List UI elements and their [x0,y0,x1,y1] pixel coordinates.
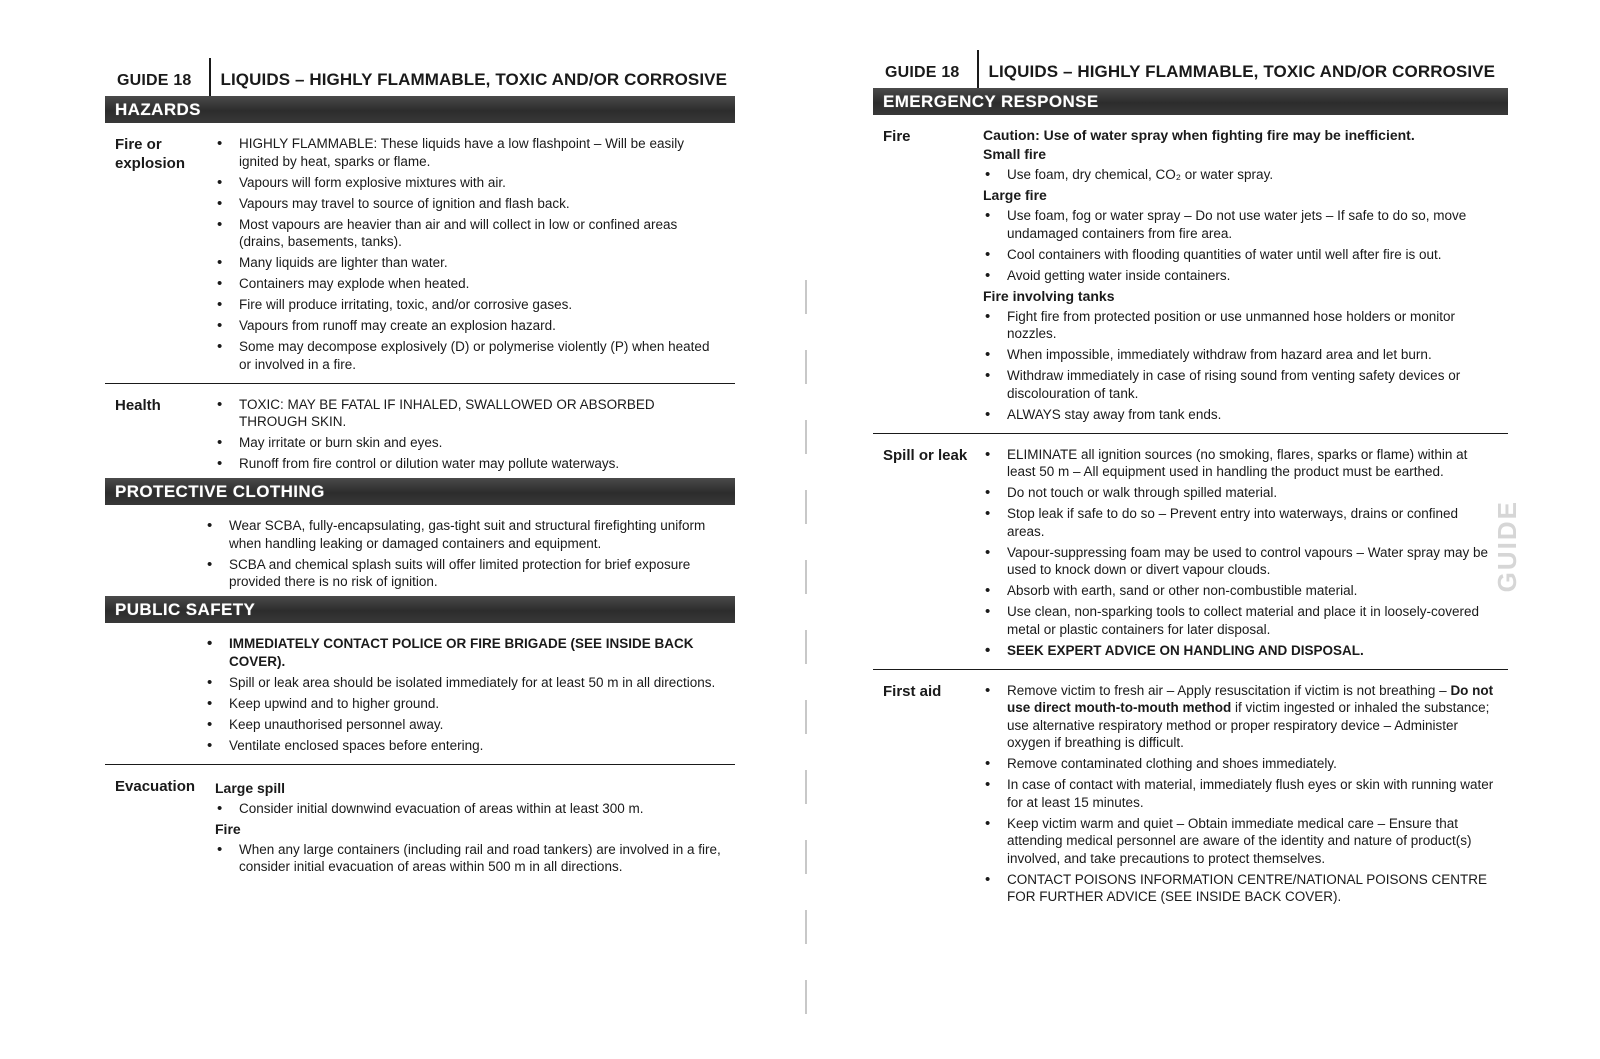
list-item: • HIGHLY FLAMMABLE: These liquids have a low flashpoint – Will be easily ignited by heat, sparks or flame. [215,135,725,170]
list-item: • Keep upwind and to higher ground. [205,695,725,713]
caution-note: Caution: Use of water spray when fighting fire may be inefficient. [983,127,1415,143]
list-item [983,682,1498,752]
list-item: • Keep victim warm and quiet – Obtain immediate medical care – Ensure that attending medical personnel are aware of the identity and nature of product(s) involved, and take precautions to protect themselves. [983,815,1498,868]
list-item: • In case of contact with material, immediately flush eyes or skin with running water for at least 15 minutes. [983,776,1498,811]
list-item: • Vapours may travel to source of ignition and flash back. [215,195,725,213]
list-item: • Keep unauthorised personnel away. [205,716,725,734]
list-item: • Avoid getting water inside containers. [983,267,1498,285]
list-item: • Withdraw immediately in case of rising sound from venting safety devices or discolouration of tank. [983,367,1498,402]
spine-mark [805,630,807,664]
list-item: • IMMEDIATELY CONTACT POLICE OR FIRE BRIGADE (SEE INSIDE BACK COVER). [205,635,725,670]
spine-mark [805,350,807,384]
list-item: • Containers may explode when heated. [215,275,725,293]
list-item: • Stop leak if safe to do so – Prevent entry into waterways, drains or confined areas. [983,505,1498,540]
list-item: • Consider initial downwind evacuation of areas within at least 300 m. [215,800,725,818]
guide-title: LIQUIDS – HIGHLY FLAMMABLE, TOXIC AND/OR CORROSIVE [220,70,728,89]
list-item: • Many liquids are lighter than water. [215,254,725,272]
list-item: • Do not touch or walk through spilled material. [983,484,1498,502]
large-fire-list [983,207,1498,284]
list-item: • Remove contaminated clothing and shoes immediately. [983,755,1498,773]
list-item: • When impossible, immediately withdraw from hazard area and let burn. [983,346,1498,364]
spine-mark [805,910,807,944]
health-label: Health [115,396,161,414]
list-item: • Vapour-suppressing foam may be used to control vapours – Water spray may be used to knock down or divert vapour clouds. [983,544,1498,579]
list-item: • Vapours from runoff may create an explosion hazard. [215,317,725,335]
list-item: • Fight fire from protected position or use unmanned hose holders or monitor nozzles. [983,308,1498,343]
first-aid-label: First aid [883,682,942,700]
list-item: • CONTACT POISONS INFORMATION CENTRE/NATIONAL POISONS CENTRE FOR FURTHER ADVICE (SEE INSIDE BACK COVER). [983,871,1498,906]
list-item: • When any large containers (including rail and road tankers) are involved in a fire, consider initial evacuation of areas within 500 m in all directions. [215,841,725,876]
right-page [873,50,1508,915]
health-section [105,384,735,479]
protective-clothing-bar: PROTECTIVE CLOTHING [105,478,735,505]
fire-explosion-section [105,123,735,384]
list-item: • Ventilate enclosed spaces before entering. [205,737,725,755]
guide-header [873,50,1508,88]
list-item: • Fire will produce irritating, toxic, and/or corrosive gases. [215,296,725,314]
spine-mark [805,770,807,804]
first-aid-list [983,682,1498,906]
guide-title: LIQUIDS – HIGHLY FLAMMABLE, TOXIC AND/OR CORROSIVE [988,62,1496,81]
protective-list [205,517,725,591]
large-fire-subheading: Large fire [983,187,1047,203]
list-item: • Most vapours are heavier than air and will collect in low or confined areas (drains, basements, tanks). [215,216,725,251]
spill-leak-section [873,434,1508,670]
left-page [105,58,735,885]
tanks-subheading: Fire involving tanks [983,287,1115,304]
header-divider [977,50,979,88]
spine-mark [805,280,807,314]
first-aid-warning: Do not use direct mouth-to-mouth method [1007,682,1494,715]
guide-number: GUIDE 18 [117,72,192,89]
list-item: • Cool containers with flooding quantities of water until well after fire is out. [983,246,1498,264]
spine-mark [805,420,807,454]
side-tab-label: GUIDE [1492,500,1522,593]
small-fire-subheading: Small fire [983,146,1047,162]
spine-mark [805,840,807,874]
book-spine [805,280,813,1050]
fire-explosion-label: Fire or explosion [115,136,186,172]
spill-leak-label: Spill or leak [883,446,968,464]
spine-mark [805,700,807,734]
list-item: • TOXIC: MAY BE FATAL IF INHALED, SWALLOWED OR ABSORBED THROUGH SKIN. [215,396,725,431]
public-safety-bar: PUBLIC SAFETY [105,596,735,623]
evacuation-section [105,765,735,886]
health-list [215,396,725,473]
list-item: • May irritate or burn skin and eyes. [215,434,725,452]
evacuation-label: Evacuation [115,777,196,795]
spine-mark [805,560,807,594]
public-safety-list [205,635,725,754]
list-item: • Use foam, fog or water spray – Do not use water jets – If safe to do so, move undamaged containers from fire area. [983,207,1498,242]
list-item: • Vapours will form explosive mixtures with air. [215,174,725,192]
large-spill-subheading: Large spill [215,779,286,796]
first-aid-text: if victim ingested or inhaled the substance; use alternative respiratory method or proper respiratory device – Administer oxygen if breathing is difficult. [1007,700,1490,750]
public-safety-section [105,623,735,765]
fire-evacuation-list [215,841,725,876]
list-item: • ALWAYS stay away from tank ends. [983,406,1498,424]
fire-section [873,115,1508,434]
list-item: • SCBA and chemical splash suits will offer limited protection for brief exposure provided there is no risk of ignition. [205,556,725,591]
spine-mark [805,490,807,524]
small-fire-list [983,166,1498,184]
list-item: • Some may decompose explosively (D) or polymerise violently (P) when heated or involved in a fire. [215,338,725,373]
list-item: • Use foam, dry chemical, CO₂ or water spray. [983,166,1498,184]
fire-subheading: Fire [215,820,241,837]
first-aid-text: Remove victim to fresh air – Apply resuscitation if victim is not breathing – [1007,682,1451,698]
fire-explosion-list [215,135,725,373]
list-item: • ELIMINATE all ignition sources (no smoking, flares, sparks or flame) within at least 50 m – All equipment used in handling the product must be earthed. [983,446,1498,481]
list-item: • Absorb with earth, sand or other non-combustible material. [983,582,1498,600]
fire-label: Fire [883,128,911,145]
list-item: • Spill or leak area should be isolated immediately for at least 50 m in all directions. [205,674,725,692]
list-item: • SEEK EXPERT ADVICE ON HANDLING AND DISPOSAL. [983,642,1498,660]
guide-header [105,58,735,96]
large-spill-list [215,800,725,818]
first-aid-section [873,670,1508,916]
header-divider [209,58,211,96]
list-item: • Wear SCBA, fully-encapsulating, gas-tight suit and structural firefighting uniform when handling leaking or damaged containers and equipment. [205,517,725,552]
protective-section [105,505,735,596]
tanks-list [983,308,1498,424]
emergency-response-bar: EMERGENCY RESPONSE [873,88,1508,115]
guide-number: GUIDE 18 [885,64,960,81]
list-item: • Runoff from fire control or dilution water may pollute waterways. [215,455,725,473]
spill-leak-list [983,446,1498,660]
list-item: • Use clean, non-sparking tools to collect material and place it in loosely-covered metal or plastic containers for later disposal. [983,603,1498,638]
spine-mark [805,980,807,1014]
hazards-bar: HAZARDS [105,96,735,123]
